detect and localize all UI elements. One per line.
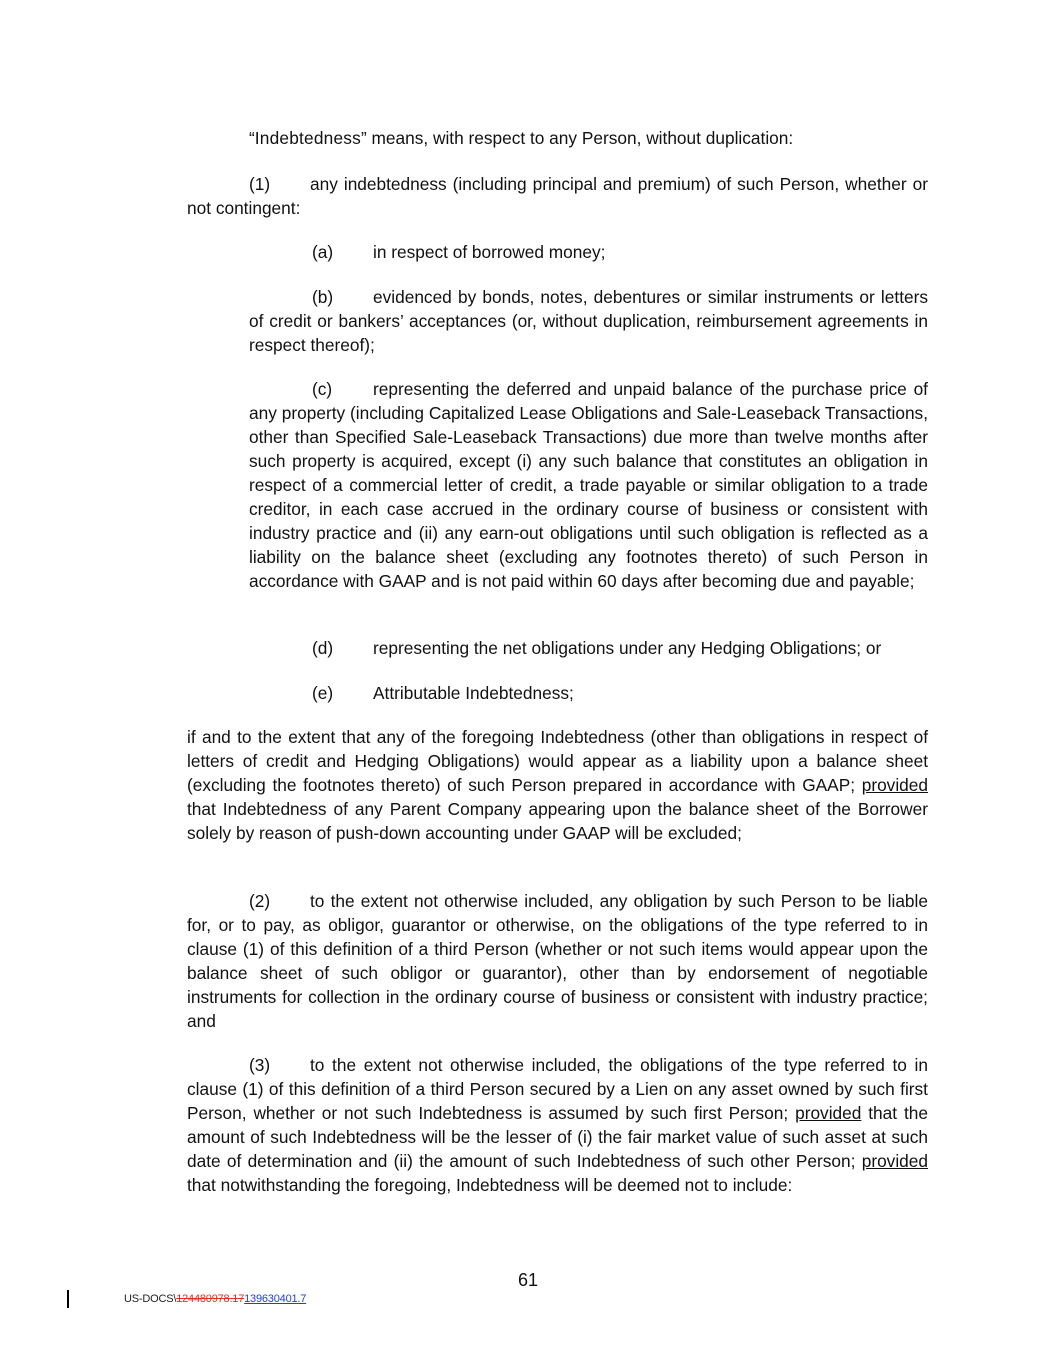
clause-1-text: any indebtedness (including principal and premium) of such Person, whether or not contingent: [187, 174, 928, 218]
defined-term: Indebtedness [254, 128, 361, 148]
item-b-number: (b) [312, 287, 334, 307]
provided-term: provided [861, 1151, 928, 1171]
item-b-text: evidenced by bonds, notes, debentures or similar instruments or letters of credit or bankers’ acceptances (or, without duplication, reimbursement agreements in respect thereof); [249, 287, 928, 355]
open-quote: “ [249, 128, 255, 148]
clause-3-text-3: that notwithstanding the foregoing, Indebtedness will be deemed not to include: [187, 1175, 793, 1195]
clause-2-number: (2) [249, 891, 271, 911]
clause-2 [187, 889, 928, 1033]
doc-id-deleted: 124480978.17 [176, 1293, 245, 1305]
item-d-number: (d) [312, 638, 334, 658]
clause-3-text-1: to the extent not otherwise included, the obligations of the type referred to in clause (1) of this definition of a third Person secured by a Lien on any asset owned by such first Person, whether or not such Indebtedness is assumed by such first Person; [187, 1055, 928, 1123]
document-id [124, 1292, 306, 1306]
item-c-number: (c) [312, 379, 333, 399]
clause-3-text-2: that the amount of such Indebtedness will be the lesser of (i) the fair market value of such asset at such date of determination and (ii) the amount of such Indebtedness of such other Person; [187, 1103, 928, 1171]
item-d-text: representing the net obligations under any Hedging Obligations; or [373, 638, 882, 658]
provided-term: provided [795, 1103, 862, 1123]
clause-3 [187, 1053, 928, 1197]
item-d [249, 636, 928, 660]
clause-3-number: (3) [249, 1055, 271, 1075]
item-a [249, 240, 928, 264]
trailing-text-2: that Indebtedness of any Parent Company appearing upon the balance sheet of the Borrower solely by reason of push-down accounting under GAAP will be excluded; [187, 799, 928, 843]
trailing-paragraph [187, 725, 928, 845]
item-e-text: Attributable Indebtedness; [373, 683, 574, 703]
clause-1 [187, 172, 928, 220]
clause-1-number: (1) [249, 174, 271, 194]
provided-term: provided [861, 775, 928, 795]
item-a-number: (a) [312, 242, 334, 262]
item-e-number: (e) [312, 683, 334, 703]
item-c [249, 377, 928, 593]
trailing-text-1: if and to the extent that any of the foregoing Indebtedness (other than obligations in respect of letters of credit and Hedging Obligations) would appear as a liability upon a balance sheet (excluding the footnotes thereto) of such Person prepared in accordance with GAAP; [187, 727, 928, 795]
item-c-text: representing the deferred and unpaid balance of the purchase price of any property (including Capitalized Lease Obligations and Sale-Leaseback Transactions, other than Specified Sale-Leaseback Transactions) due more than twelve months after such property is acquired, except (i) any such balance that constitutes an obligation in respect of a commercial letter of credit, a trade payable or similar obligation to a trade creditor, in each case accrued in the ordinary course of business or consistent with industry practice and (ii) any earn-out obligations until such obligation is reflected as a liability on the balance sheet (excluding any footnotes thereto) of such Person in accordance with GAAP and is not paid within 60 days after becoming due and payable; [249, 379, 928, 591]
page-number: 61 [517, 1270, 539, 1290]
definition-heading [249, 126, 928, 150]
definition-intro: ” means, with respect to any Person, without duplication: [360, 128, 794, 148]
clause-2-text: to the extent not otherwise included, any obligation by such Person to be liable for, or to pay, as obligor, guarantor or otherwise, on the obligations of the type referred to in clause (1) of this definition of a third Person (whether or not such items would appear upon the balance sheet of such obligor or guarantor), other than by endorsement of negotiable instruments for collection in the ordinary course of business or consistent with industry practice; and [187, 891, 928, 1031]
item-e [249, 681, 928, 705]
doc-id-prefix: US-DOCS\ [124, 1293, 177, 1305]
change-bar [67, 1290, 69, 1308]
item-a-text: in respect of borrowed money; [373, 242, 606, 262]
doc-id-inserted: 139630401.7 [244, 1293, 307, 1305]
item-b [249, 285, 928, 357]
